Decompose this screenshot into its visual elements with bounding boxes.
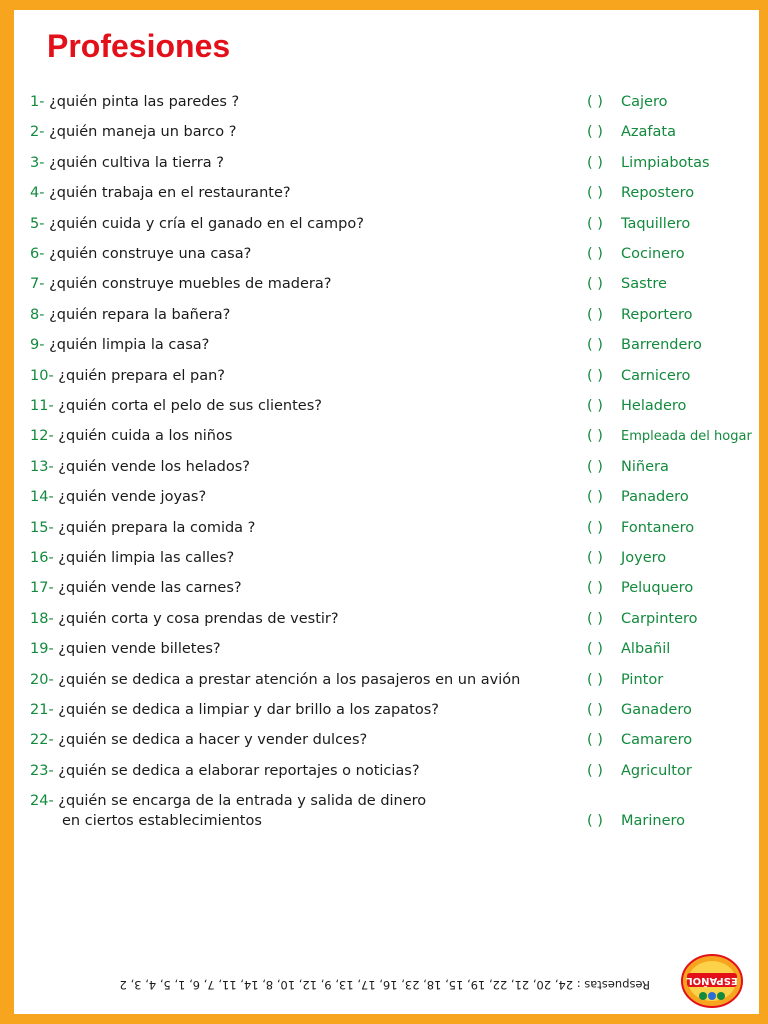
espanol-logo — [681, 954, 743, 1008]
option-label: Carnicero — [621, 367, 691, 384]
option-row[interactable] — [587, 700, 692, 720]
option-label: Pintor — [621, 671, 664, 688]
answer-blank[interactable]: ( ) — [587, 428, 603, 445]
option-row[interactable] — [587, 457, 669, 477]
question-number: 14- — [30, 489, 54, 506]
option-row[interactable] — [587, 335, 702, 355]
answer-blank[interactable]: ( ) — [587, 732, 603, 749]
option-label: Joyero — [621, 550, 667, 566]
question-row — [30, 244, 251, 264]
question-row — [30, 274, 331, 294]
question-text-continued: en ciertos establecimientos — [62, 813, 262, 829]
question-text: ¿quién se dedica a prestar atención a los pasajeros en un avión — [58, 671, 521, 688]
option-row[interactable] — [587, 183, 694, 203]
option-row[interactable] — [587, 122, 676, 142]
question-row — [30, 305, 230, 325]
answer-blank[interactable]: ( ) — [587, 580, 603, 597]
question-row — [30, 578, 242, 598]
question-number: 13- — [30, 458, 54, 475]
question-row — [30, 122, 236, 142]
answer-blank[interactable]: ( ) — [587, 337, 603, 354]
answer-blank[interactable]: ( ) — [587, 276, 603, 293]
question-text: ¿quién limpia las calles? — [58, 550, 235, 566]
answer-blank[interactable]: ( ) — [587, 671, 603, 688]
worksheet — [14, 10, 759, 1014]
question-text: ¿quién prepara el pan? — [58, 367, 225, 384]
option-label: Cajero — [621, 94, 668, 110]
answer-blank[interactable]: ( ) — [587, 641, 603, 658]
option-row[interactable] — [587, 670, 663, 690]
option-label: Agricultor — [621, 762, 692, 779]
question-number: 20- — [30, 671, 54, 688]
question-row — [30, 639, 221, 659]
option-label: Heladero — [621, 398, 687, 414]
option-label: Carpintero — [621, 610, 698, 627]
question-text: ¿quién corta y cosa prendas de vestir? — [58, 610, 339, 627]
option-label: Albañil — [621, 641, 671, 658]
question-row — [30, 396, 322, 416]
option-label: Peluquero — [621, 580, 694, 597]
question-number: 15- — [30, 519, 54, 536]
option-label: Panadero — [621, 489, 689, 506]
option-row[interactable] — [587, 761, 692, 781]
answer-blank[interactable]: ( ) — [587, 550, 603, 566]
question-text: ¿quién se dedica a hacer y vender dulces? — [58, 732, 368, 749]
option-label: Ganadero — [621, 702, 692, 718]
answer-blank[interactable]: ( ) — [587, 246, 603, 262]
question-text: ¿quien vende billetes? — [58, 641, 221, 658]
question-number: 12- — [30, 428, 54, 445]
question-row — [30, 609, 339, 629]
question-text: ¿quién construye muebles de madera? — [49, 276, 332, 293]
option-row[interactable] — [587, 811, 685, 831]
answer-blank[interactable]: ( ) — [587, 124, 603, 141]
option-row[interactable] — [587, 639, 670, 659]
question-text: ¿quién vende joyas? — [58, 489, 207, 506]
answer-blank[interactable]: ( ) — [587, 813, 603, 829]
answer-blank[interactable]: ( ) — [587, 519, 603, 536]
option-row[interactable] — [587, 396, 686, 416]
question-text: ¿quién se encarga de la entrada y salida de dinero — [58, 793, 427, 809]
question-number: 5- — [30, 215, 45, 232]
question-number: 23- — [30, 762, 54, 779]
question-number: 8- — [30, 306, 45, 323]
answer-blank[interactable]: ( ) — [587, 367, 603, 384]
option-label: Barrendero — [621, 337, 702, 354]
question-row — [30, 183, 291, 203]
answer-blank[interactable]: ( ) — [587, 489, 603, 506]
question-text: ¿quién cultiva la tierra ? — [49, 154, 224, 171]
option-label: Limpiabotas — [621, 154, 710, 171]
question-row — [30, 700, 439, 720]
option-row[interactable] — [587, 578, 693, 598]
option-label: Niñera — [621, 458, 669, 475]
option-label: Repostero — [621, 185, 695, 202]
answer-blank[interactable]: ( ) — [587, 458, 603, 475]
question-text: ¿quién cuida a los niños — [58, 428, 233, 445]
question-number: 3- — [30, 154, 45, 171]
option-row[interactable] — [587, 274, 667, 294]
question-number: 17- — [30, 580, 54, 597]
option-row[interactable] — [587, 92, 667, 112]
option-label: Cocinero — [621, 246, 685, 262]
question-row — [30, 426, 232, 446]
question-row — [30, 366, 225, 386]
question-row — [30, 670, 520, 690]
option-row[interactable] — [587, 214, 690, 234]
question-number: 4- — [30, 185, 45, 202]
question-text: ¿quién vende las carnes? — [58, 580, 242, 597]
option-label: Fontanero — [621, 519, 695, 536]
answer-blank[interactable]: ( ) — [587, 702, 603, 718]
answer-blank[interactable]: ( ) — [587, 762, 603, 779]
question-text: ¿quién se dedica a limpiar y dar brillo a los zapatos? — [58, 702, 439, 718]
question-row — [30, 214, 364, 234]
answer-blank[interactable]: ( ) — [587, 610, 603, 627]
option-label: Marinero — [621, 813, 686, 829]
question-number: 7- — [30, 276, 45, 293]
question-number: 24- — [30, 793, 54, 809]
question-row — [30, 518, 255, 538]
answer-blank[interactable]: ( ) — [587, 215, 603, 232]
option-label: Azafata — [621, 124, 676, 141]
option-row[interactable] — [587, 305, 693, 325]
question-text: ¿quién construye una casa? — [49, 246, 252, 262]
question-row — [30, 761, 420, 781]
page-title: Profesiones — [47, 28, 231, 64]
option-row[interactable] — [587, 548, 666, 568]
question-text: ¿quién cuida y cría el ganado en el campo? — [49, 215, 364, 232]
question-number: 11- — [30, 398, 54, 414]
logo-text: ESPAÑOL — [686, 975, 738, 986]
answer-blank[interactable]: ( ) — [587, 398, 603, 414]
option-label: Reportero — [621, 306, 693, 323]
option-row[interactable] — [587, 518, 694, 538]
question-number: 2- — [30, 124, 45, 141]
question-text: ¿quién corta el pelo de sus clientes? — [58, 398, 322, 414]
question-number: 22- — [30, 732, 54, 749]
answer-blank[interactable]: ( ) — [587, 94, 603, 110]
question-row — [30, 153, 224, 173]
question-number: 10- — [30, 367, 54, 384]
option-label: Camarero — [621, 732, 693, 749]
option-row[interactable] — [587, 244, 685, 264]
question-text: ¿quién trabaja en el restaurante? — [49, 185, 291, 202]
question-text: ¿quién vende los helados? — [58, 458, 250, 475]
answer-blank[interactable]: ( ) — [587, 306, 603, 323]
option-row[interactable] — [587, 730, 692, 750]
option-label: Empleada del hogar — [621, 429, 752, 445]
question-row — [30, 548, 234, 568]
question-text: ¿quién se dedica a elaborar reportajes o noticias? — [58, 762, 420, 779]
question-row — [30, 791, 426, 831]
question-number: 1- — [30, 94, 45, 110]
option-label: Sastre — [621, 276, 667, 293]
question-number: 6- — [30, 246, 45, 262]
question-row — [30, 92, 239, 112]
answer-blank[interactable]: ( ) — [587, 154, 603, 171]
option-label: Taquillero — [621, 215, 691, 232]
option-row[interactable] — [587, 609, 698, 629]
question-text: ¿quién pinta las paredes ? — [49, 94, 240, 110]
option-row[interactable] — [587, 426, 752, 447]
question-text: ¿quién maneja un barco ? — [49, 124, 237, 141]
question-text: ¿quién limpia la casa? — [49, 337, 210, 354]
option-row[interactable] — [587, 487, 689, 507]
question-text: ¿quién repara la bañera? — [49, 306, 231, 323]
question-row — [30, 487, 206, 507]
question-row — [30, 457, 250, 477]
answer-blank[interactable]: ( ) — [587, 185, 603, 202]
question-number: 16- — [30, 550, 54, 566]
question-number: 19- — [30, 641, 54, 658]
question-text: ¿quién prepara la comida ? — [58, 519, 256, 536]
question-number: 9- — [30, 337, 45, 354]
option-row[interactable] — [587, 153, 710, 173]
question-row — [30, 335, 209, 355]
question-number: 18- — [30, 610, 54, 627]
answers-key: Respuestas : 24, 20, 21, 22, 19, 15, 18, 23, 16, 17, 13, 9, 12, 10, 8, 14, 11, 7, 6, 1, 5, 4, 3, 2 — [119, 978, 650, 992]
option-row[interactable] — [587, 366, 690, 386]
question-row — [30, 730, 367, 750]
question-number: 21- — [30, 702, 54, 718]
